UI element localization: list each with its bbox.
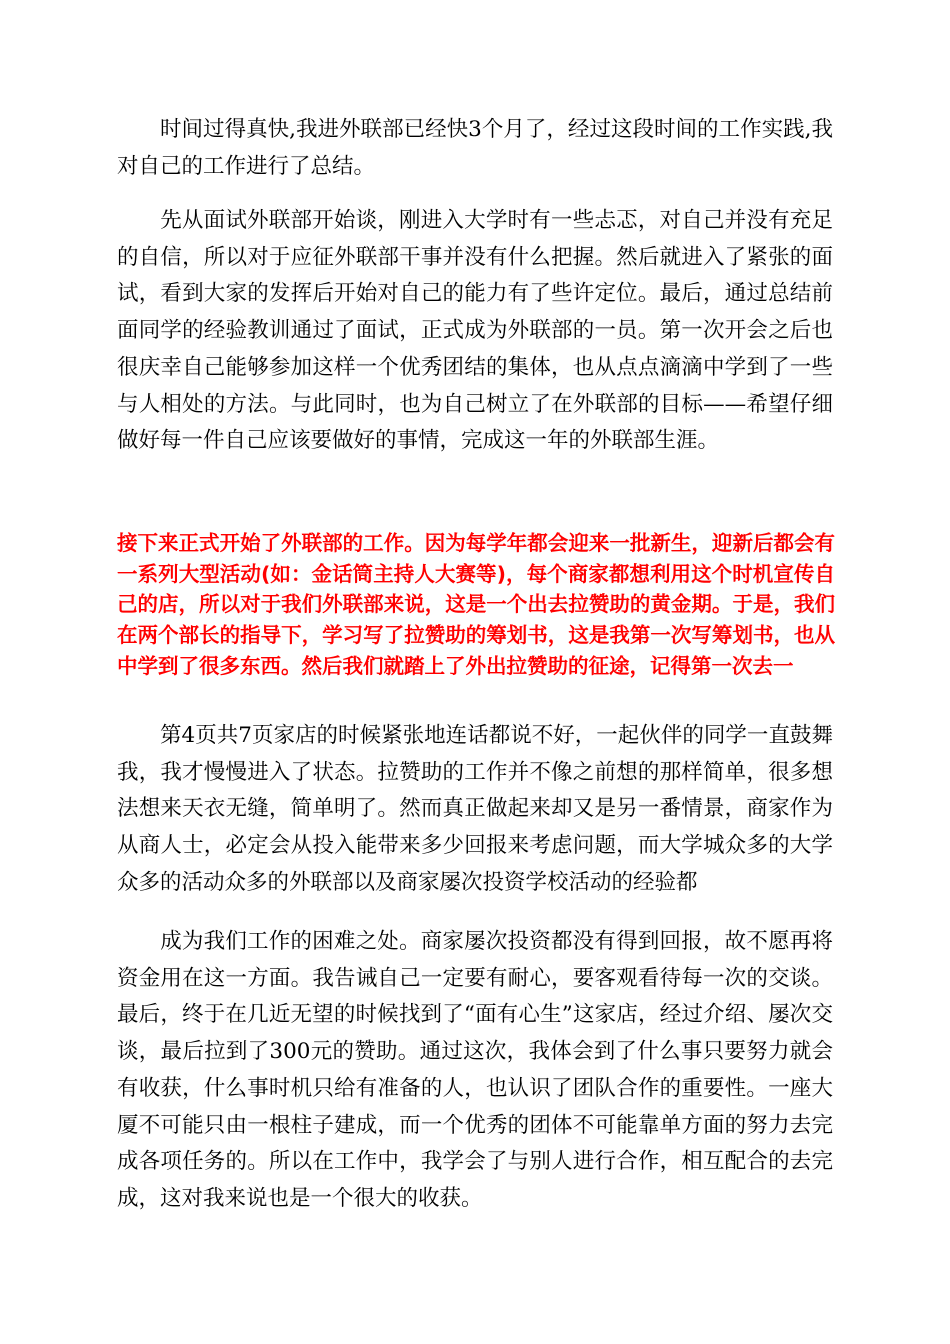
paragraph-conclusion bbox=[117, 924, 833, 1218]
paragraph-highlighted bbox=[117, 528, 835, 682]
paragraph-text: 先从面试外联部开始谈，刚进入大学时有一些忐忑，对自己并没有充足的自信，所以对于应征外联部干事并没有什么把握。然后就进入了紧张的面试，看到大家的发挥后开始对自己的能力有了些许定位。最后，通过总结前面同学的经验教训通过了面试，正式成为外联部的一员。第一次开会之后也很庆幸自己能够参加这样一个优秀团结的集体，也从点点滴滴中学到了一些与人相处的方法。与此同时，也为自己树立了在外联部的目标——希望仔细做好每一件自己应该要做好的事情，完成这一年的外联部生涯。 bbox=[117, 208, 833, 454]
paragraph-text: 成为我们工作的困难之处。商家屡次投资都没有得到回报，故不愿再将资金用在这一方面。我告诫自己一定要有耐心，要客观看待每一次的交谈。最后，终于在几近无望的时候找到了“面有心生”这家店，经过介绍、屡次交谈，最后拉到了300元的赞助。通过这次，我体会到了什么事只要努力就会有收获，什么事时机只给有准备的人，也认识了团队合作的重要性。一座大厦不可能只由一根柱子建成，而一个优秀的团体不可能靠单方面的努力去完成各项任务的。所以在工作中，我学会了与别人进行合作，相互配合的去完成，这对我来说也是一个很大的收获。 bbox=[117, 929, 833, 1211]
paragraph-text: 时间过得真快,我进外联部已经快3个月了，经过这段时间的工作实践,我对自己的工作进行了总结。 bbox=[117, 117, 833, 179]
paragraph-text: 接下来正式开始了外联部的工作。因为每学年都会迎来一批新生，迎新后都会有一系列大型活动(如：金话筒主持人大赛等)，每个商家都想利用这个时机宣传自己的店，所以对于我们外联部来说，这是一个出去拉赞助的黄金期。于是，我们在两个部长的指导下，学习写了拉赞助的筹划书，这是我第一次写筹划书，也从中学到了很多东西。然后我们就踏上了外出拉赞助的征途，记得第一次去一 bbox=[117, 531, 835, 678]
paragraph-text: 第4页共7页家店的时候紧张地连话都说不好，一起伙伴的同学一直鼓舞我，我才慢慢进入了状态。拉赞助的工作并不像之前想的那样简单，很多想法想来天衣无缝，简单明了。然而真正做起来却又是另一番情景，商家作为从商人士，必定会从投入能带来多少回报来考虑问题，而大学城众多的大学众多的活动众多的外联部以及商家屡次投资学校活动的经验都 bbox=[117, 723, 833, 895]
paragraph-sponsorship bbox=[117, 718, 833, 902]
paragraph-interview bbox=[117, 203, 833, 460]
paragraph-intro bbox=[117, 112, 833, 185]
